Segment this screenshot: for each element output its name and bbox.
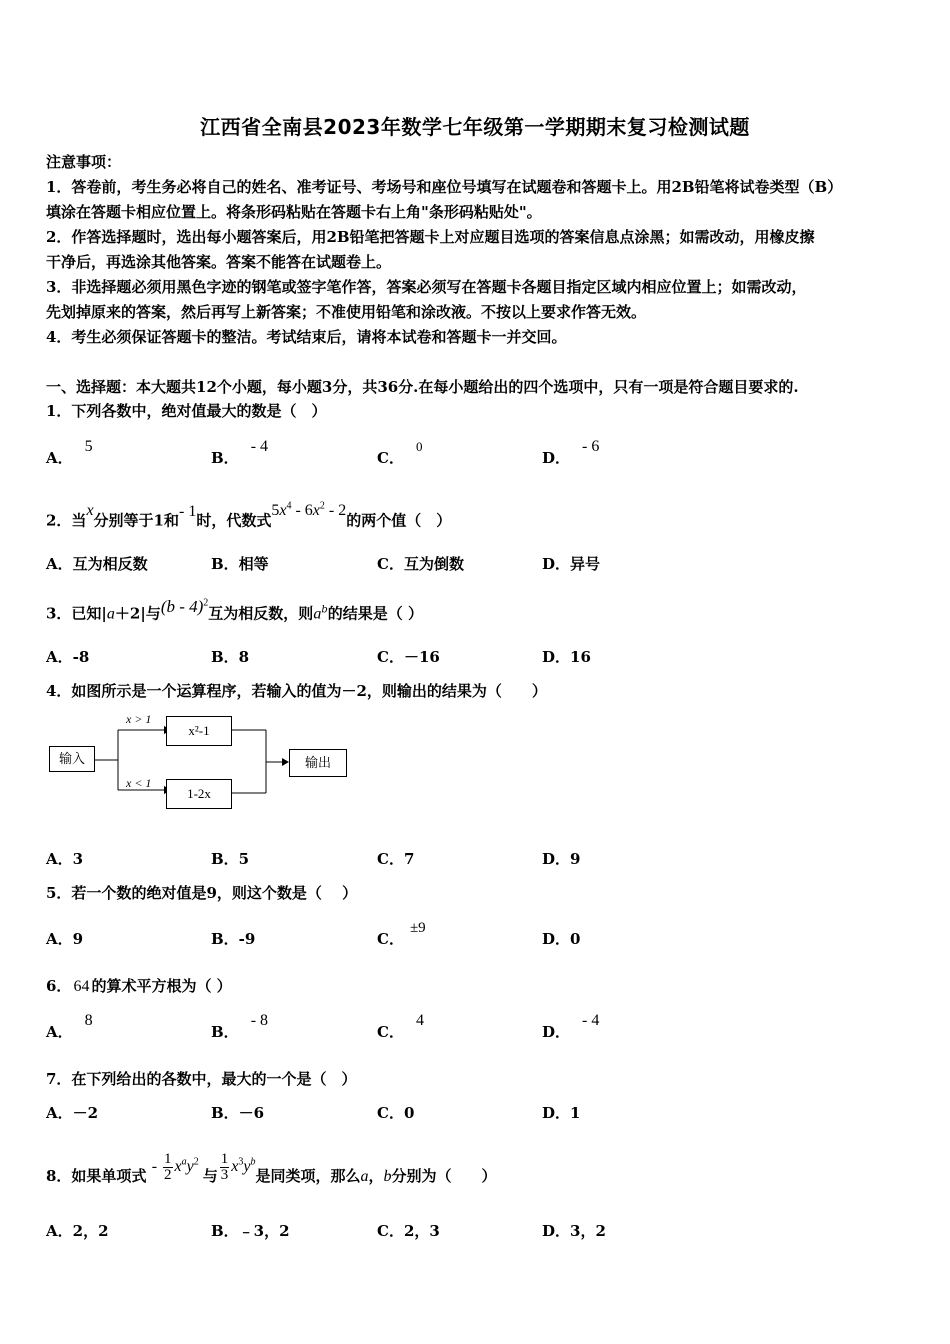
question-5-stem: 5．若一个数的绝对值是9，则这个数是（ ）: [46, 884, 358, 902]
q7-option-c: C．0: [377, 1104, 415, 1122]
q5-option-c: C．±9: [377, 920, 426, 948]
notice-line: 2．作答选择题时，选出每小题答案后，用2B铅笔把答题卡上对应题目选项的答案信息点涂黑；如需改动，用橡皮擦: [46, 228, 815, 246]
q8-option-c: C．2，3: [377, 1222, 440, 1240]
q4-option-a: A．3: [46, 850, 84, 868]
q3-option-b: B．8: [211, 648, 250, 666]
q3-option-d: D．16: [542, 648, 591, 666]
condition-top-label: x > 1: [126, 712, 152, 726]
q4-option-c: C．7: [377, 850, 415, 868]
flowchart-bottom-box: 1-2x: [166, 779, 232, 809]
q1-option-b: B．- 4: [211, 438, 269, 467]
flowchart-output-box: 输出: [289, 749, 347, 777]
q6-option-b: B．- 8: [211, 1012, 269, 1041]
q7-option-d: D．1: [542, 1104, 581, 1122]
flowchart-input-box: 输入: [49, 746, 95, 772]
question-3-stem: 3．已知|a＋2|与(b - 4)$^2$互为相反数，则$a^b$的结果是（ ）: [46, 596, 423, 623]
question-6-stem: 6． 64 的算术平方根为（ ）: [46, 977, 232, 995]
q1-option-a: A．5: [46, 438, 93, 467]
flowchart: [46, 710, 356, 810]
q6-option-d: D．- 4: [542, 1012, 600, 1041]
q3-option-a: A．-8: [46, 648, 90, 666]
notice-line: 1．答卷前，考生务必将自己的姓名、准考证号、考场号和座位号填写在试题卷和答题卡上。用2B铅笔将试卷类型（B）: [46, 178, 843, 196]
page-title: 江西省全南县2023年数学七年级第一学期期末复习检测试题: [200, 115, 750, 139]
q2-option-a: A．互为相反数: [46, 555, 148, 573]
notice-heading: 注意事项：: [46, 153, 122, 171]
q5-option-d: D．0: [542, 930, 581, 948]
q7-option-a: A．－2: [46, 1104, 99, 1122]
q4-option-d: D．9: [542, 850, 581, 868]
q5-option-a: A．9: [46, 930, 84, 948]
question-8-stem: 8．如果单项式 - $\frac{1}{2}$ $x^ay^2$ 与 $\frac{1}{3}$ $x^3y^b$是同类项，那么a，b分别为（ ）: [46, 1151, 497, 1186]
q8-option-d: D．3，2: [542, 1222, 606, 1240]
q5-option-b: B．-9: [211, 930, 256, 948]
q7-option-b: B．－6: [211, 1104, 265, 1122]
question-1-stem: 1．下列各数中，绝对值最大的数是（ ）: [46, 402, 327, 420]
section-heading: 一、选择题：本大题共12个小题，每小题3分，共36分.在每小题给出的四个选项中，只有一项是符合题目要求的.: [46, 378, 799, 396]
q2-option-b: B．相等: [211, 555, 269, 573]
q1-option-c: C．0: [377, 439, 423, 467]
q8-option-a: A．2，2: [46, 1222, 109, 1240]
q1-option-d: D．- 6: [542, 438, 600, 467]
q2-option-d: D．异号: [542, 555, 601, 573]
question-2-stem: 2．当x分别等于1和- 1时，代数式$5x^4 - 6x^2 - 2$的两个值（ ）: [46, 501, 452, 530]
condition-bottom-label: x < 1: [126, 776, 152, 790]
q4-option-b: B．5: [211, 850, 250, 868]
flowchart-top-box: x²-1: [166, 716, 232, 746]
notice-line: 填涂在答题卡相应位置上。将条形码粘贴在答题卡右上角"条形码粘贴处"。: [46, 203, 542, 221]
notice-line: 先划掉原来的答案，然后再写上新答案；不准使用铅笔和涂改液。不按以上要求作答无效。: [46, 303, 647, 321]
q6-option-c: C．4: [377, 1012, 424, 1041]
notice-line: 4．考生必须保证答题卡的整洁。考试结束后，请将本试卷和答题卡一并交回。: [46, 328, 567, 346]
q2-option-c: C．互为倒数: [377, 555, 464, 573]
notice-line: 3．非选择题必须用黑色字迹的钢笔或签字笔作答，答案必须写在答题卡各题目指定区域内相应位置上；如需改动，: [46, 278, 807, 296]
notice-line: 干净后，再选涂其他答案。答案不能答在试题卷上。: [46, 253, 392, 271]
q3-option-c: C．－16: [377, 648, 440, 666]
q6-option-a: A．8: [46, 1012, 93, 1041]
question-4-stem: 4．如图所示是一个运算程序，若输入的值为－2，则输出的结果为（ ）: [46, 682, 547, 700]
q8-option-b: B．﹣3，2: [211, 1222, 290, 1240]
question-7-stem: 7．在下列给出的各数中，最大的一个是（ ）: [46, 1070, 357, 1088]
